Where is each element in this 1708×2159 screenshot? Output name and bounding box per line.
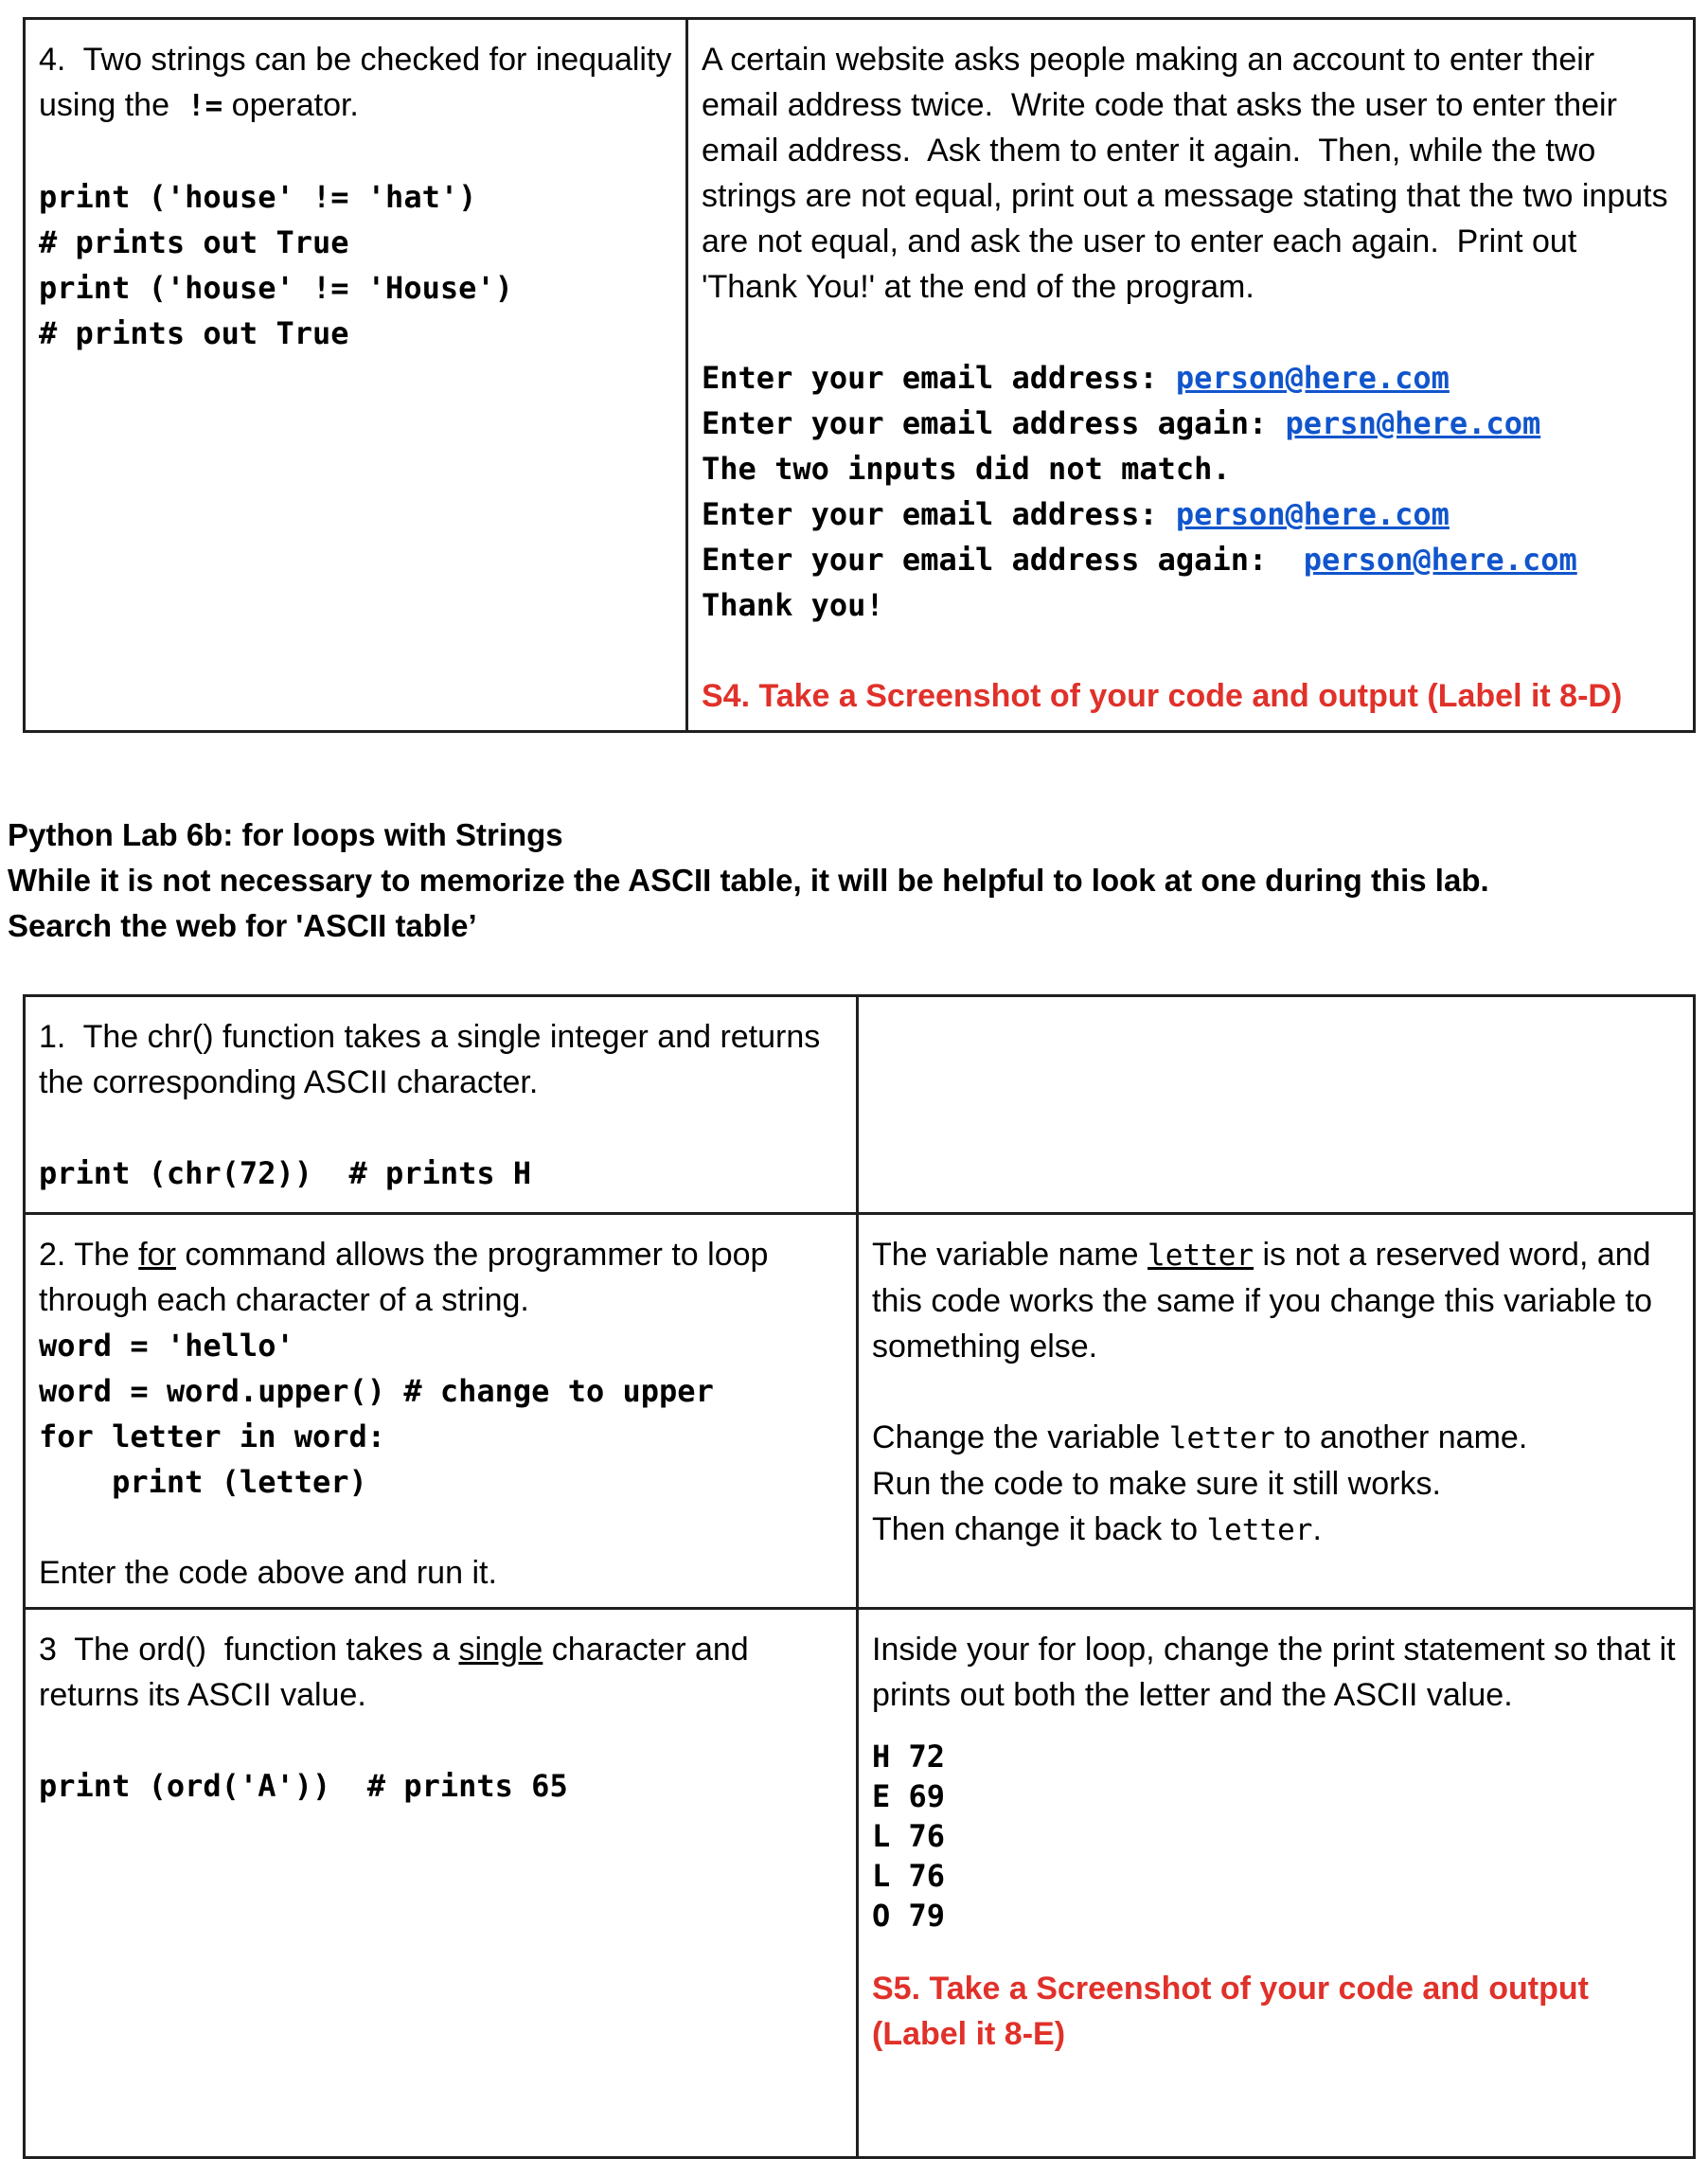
code-line: print ('house' != 'hat') — [39, 179, 477, 215]
chr-description: 1. The chr() function takes a single integer and returns the corresponding ASCII character. — [39, 1019, 829, 1100]
code-line: word = 'hello' — [39, 1328, 294, 1364]
row1-left-cell — [25, 996, 858, 1214]
code-line: for letter in word: — [39, 1419, 386, 1454]
exercise-4-right-cell — [687, 19, 1695, 732]
rename-instruction: Change the variable letter to another name. — [872, 1419, 1528, 1455]
inequality-operator: != — [187, 89, 223, 123]
lab-title: Python Lab 6b: for loops with Strings — [8, 817, 563, 852]
output-line: E 69 — [872, 1778, 946, 1814]
email-input-link[interactable]: person@here.com — [1175, 496, 1450, 532]
exercise-4-left-cell — [25, 19, 687, 732]
mismatch-message: The two inputs did not match. — [702, 451, 1231, 487]
ord-code: print (ord('A')) # prints 65 — [39, 1768, 568, 1804]
screenshot-instruction-8d: S4. Take a Screenshot of your code and output (Label it 8-D) — [702, 678, 1623, 714]
output-line: L 76 — [872, 1858, 946, 1894]
code-line: print (letter) — [39, 1464, 367, 1500]
ord-description: 3 The ord() function takes a single character and returns its ASCII value. — [39, 1632, 758, 1713]
row1-right-cell — [858, 996, 1695, 1214]
sample-output: Enter your email address: person@here.com Enter your email address again: persn@here.com The two inputs did not match. Enter your email address: person@here.com Enter your email address again: person@here.com Thank you! — [702, 355, 1680, 628]
email-input-link[interactable]: persn@here.com — [1285, 405, 1541, 441]
output-line: H 72 — [872, 1739, 946, 1775]
exercise-4-description: A certain website asks people making an account to enter their email address twice. Write code that asks the user to enter their email address. Ask them to enter it again. Then, while the two strings are not equal, print out a message stating that the two inputs are not equal, and ask the user to enter each again. Print out 'Thank You!' at the end of the program. — [702, 42, 1678, 305]
run-instruction: Enter the code above and run it. — [39, 1555, 497, 1591]
row2-left-cell — [25, 1214, 858, 1609]
revert-instruction: Then change it back to letter. — [872, 1511, 1322, 1547]
row2-right-cell — [858, 1214, 1695, 1609]
output-line: O 79 — [872, 1898, 946, 1934]
lab-note: While it is not necessary to memorize the ASCII table, it will be helpful to look at one during this lab. — [8, 863, 1489, 898]
code-line: # prints out True — [39, 224, 349, 260]
email-input-link[interactable]: person@here.com — [1175, 360, 1450, 396]
variable-note: The variable name letter is not a reserved word, and this code works the same if you change this variable to something else. — [872, 1237, 1662, 1365]
code-line: # prints out True — [39, 315, 349, 351]
chr-code: print (chr(72)) # prints H — [39, 1155, 532, 1191]
screenshot-instruction-8e: S5. Take a Screenshot of your code and output (Label it 8-E) — [872, 1971, 1589, 2052]
code-line: word = word.upper() # change to upper — [39, 1373, 714, 1409]
code-line: print ('house' != 'House') — [39, 270, 513, 306]
thanks-message: Thank you! — [702, 587, 884, 623]
lab-search-hint: Search the web for 'ASCII table’ — [8, 908, 477, 943]
exercise-4-intro: 4. Two strings can be checked for inequality using the != operator. — [39, 42, 681, 123]
output-line: L 76 — [872, 1818, 946, 1854]
row3-right-cell — [858, 1609, 1695, 2158]
row3-left-cell — [25, 1609, 858, 2158]
rerun-instruction: Run the code to make sure it still works. — [872, 1466, 1441, 1502]
for-description: 2. The for command allows the programmer to loop through each character of a string. — [39, 1237, 777, 1318]
ascii-output — [872, 1737, 1680, 1936]
exercise-4-code — [39, 174, 672, 356]
exercise-table-top — [23, 17, 1696, 733]
exercise-table-bottom — [23, 994, 1696, 2159]
for-code — [39, 1323, 843, 1505]
email-input-link[interactable]: person@here.com — [1303, 542, 1577, 578]
ascii-instruction: Inside your for loop, change the print statement so that it prints out both the letter and the ASCII value. — [872, 1632, 1685, 1713]
lab-heading — [8, 812, 1489, 949]
